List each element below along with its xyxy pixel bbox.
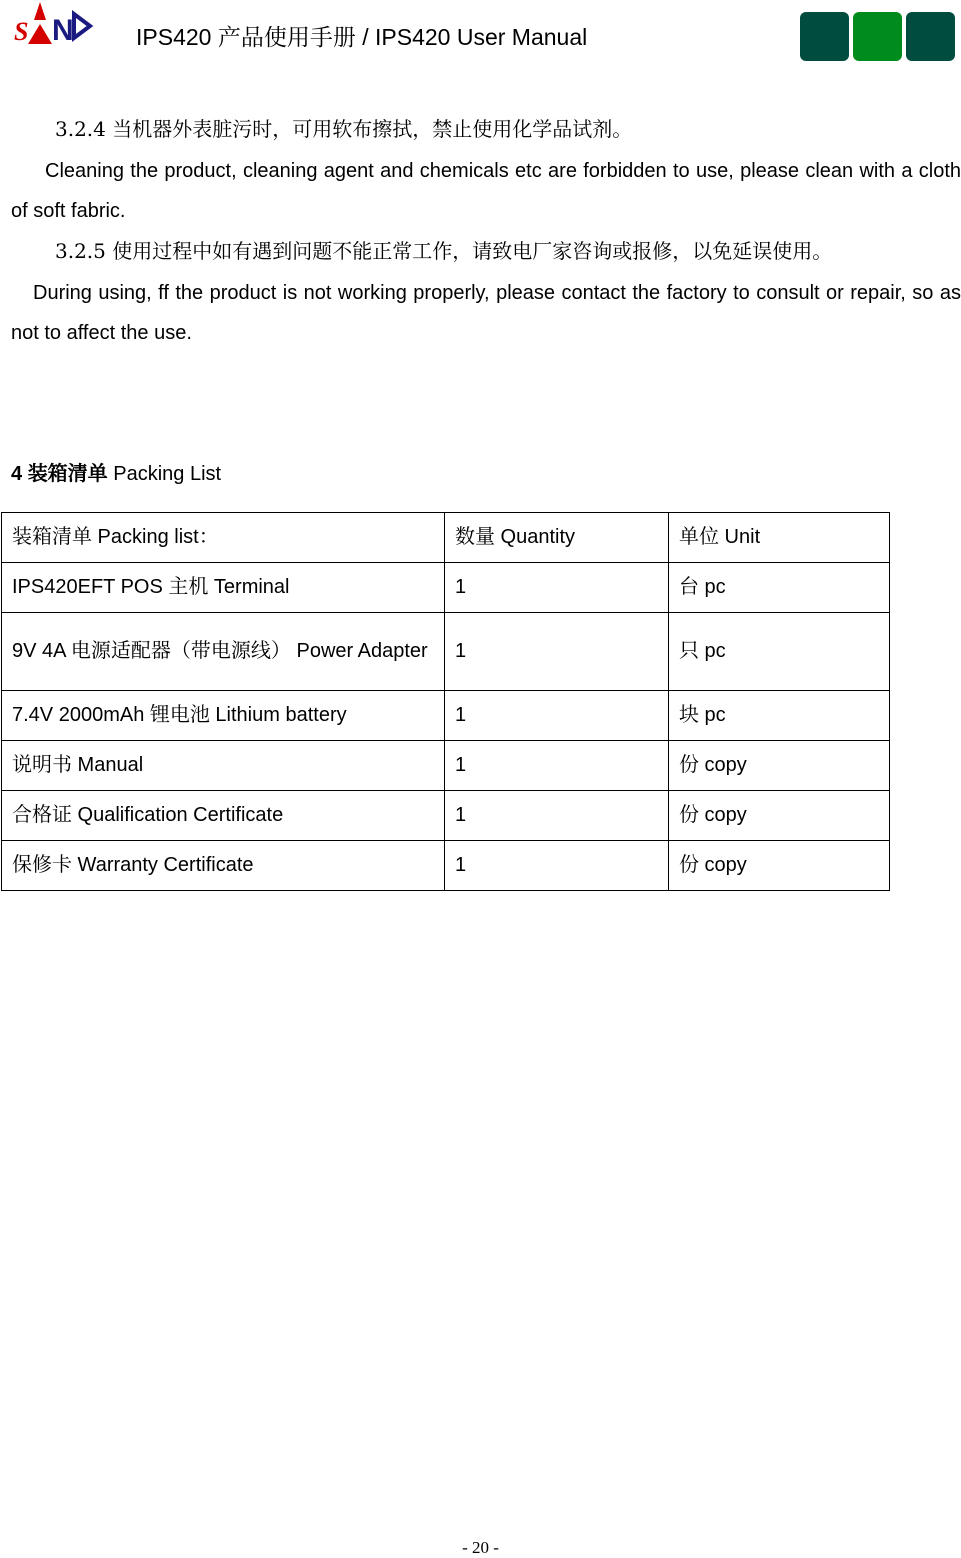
item-cell: 9V 4A 电源适配器（带电源线） Power Adapter [2, 613, 445, 691]
table-row [2, 841, 890, 891]
unit-cell: 份 copy [669, 791, 890, 841]
svg-text:N: N [52, 14, 74, 47]
brand-block [853, 12, 902, 61]
section-number: 4 [11, 463, 23, 485]
brand-block [800, 12, 849, 61]
item-cell: 保修卡 Warranty Certificate [2, 841, 445, 891]
unit-cell: 份 copy [669, 841, 890, 891]
table-row [2, 613, 890, 691]
header-item: 装箱清单 Packing list： [2, 513, 445, 563]
item-cell: IPS420EFT POS 主机 Terminal [2, 563, 445, 613]
header-unit: 单位 Unit [669, 513, 890, 563]
san-logo [12, 0, 104, 48]
header-quantity: 数量 Quantity [445, 513, 669, 563]
table-header-row [2, 513, 890, 563]
unit-cell: 台 pc [669, 563, 890, 613]
quantity-cell: 1 [445, 691, 669, 741]
quantity-cell: 1 [445, 613, 669, 691]
table-row [2, 791, 890, 841]
item-cell: 合格证 Qualification Certificate [2, 791, 445, 841]
packing-list-table [1, 512, 890, 891]
section-title-en: Packing List [113, 463, 222, 485]
section-3-2-5-text: During using, ff the product is not working properly, please contact the factory to consult or repair, so as not to affect the use. [11, 282, 961, 344]
unit-cell: 只 pc [669, 613, 890, 691]
svg-text:S: S [14, 17, 29, 46]
quantity-cell: 1 [445, 563, 669, 613]
item-cell: 7.4V 2000mAh 锂电池 Lithium battery [2, 691, 445, 741]
document-title: IPS420 产品使用手册 / IPS420 User Manual [136, 24, 588, 50]
item-cell: 说明书 Manual [2, 741, 445, 791]
brand-color-blocks [800, 12, 955, 61]
quantity-cell: 1 [445, 741, 669, 791]
table-row [2, 563, 890, 613]
section-title-cn: 装箱清单 [27, 461, 108, 485]
unit-cell: 块 pc [669, 691, 890, 741]
packing-list-heading [11, 457, 221, 490]
brand-block [906, 12, 955, 61]
section-3-2-4-text: Cleaning the product, cleaning agent and chemicals etc are forbidden to use, please clean with a cloth of soft fabric. [11, 160, 961, 222]
section-3-2-5-heading: 3.2.5 使用过程中如有遇到问题不能正常工作，请致电厂家咨询或报修，以免延误使用。 [55, 239, 833, 263]
table-row [2, 691, 890, 741]
page-number: - 20 - [462, 1538, 499, 1557]
quantity-cell: 1 [445, 841, 669, 891]
unit-cell: 份 copy [669, 741, 890, 791]
quantity-cell: 1 [445, 791, 669, 841]
table-row [2, 741, 890, 791]
section-3-2-4-heading: 3.2.4 当机器外表脏污时，可用软布擦拭，禁止使用化学品试剂。 [55, 117, 633, 141]
